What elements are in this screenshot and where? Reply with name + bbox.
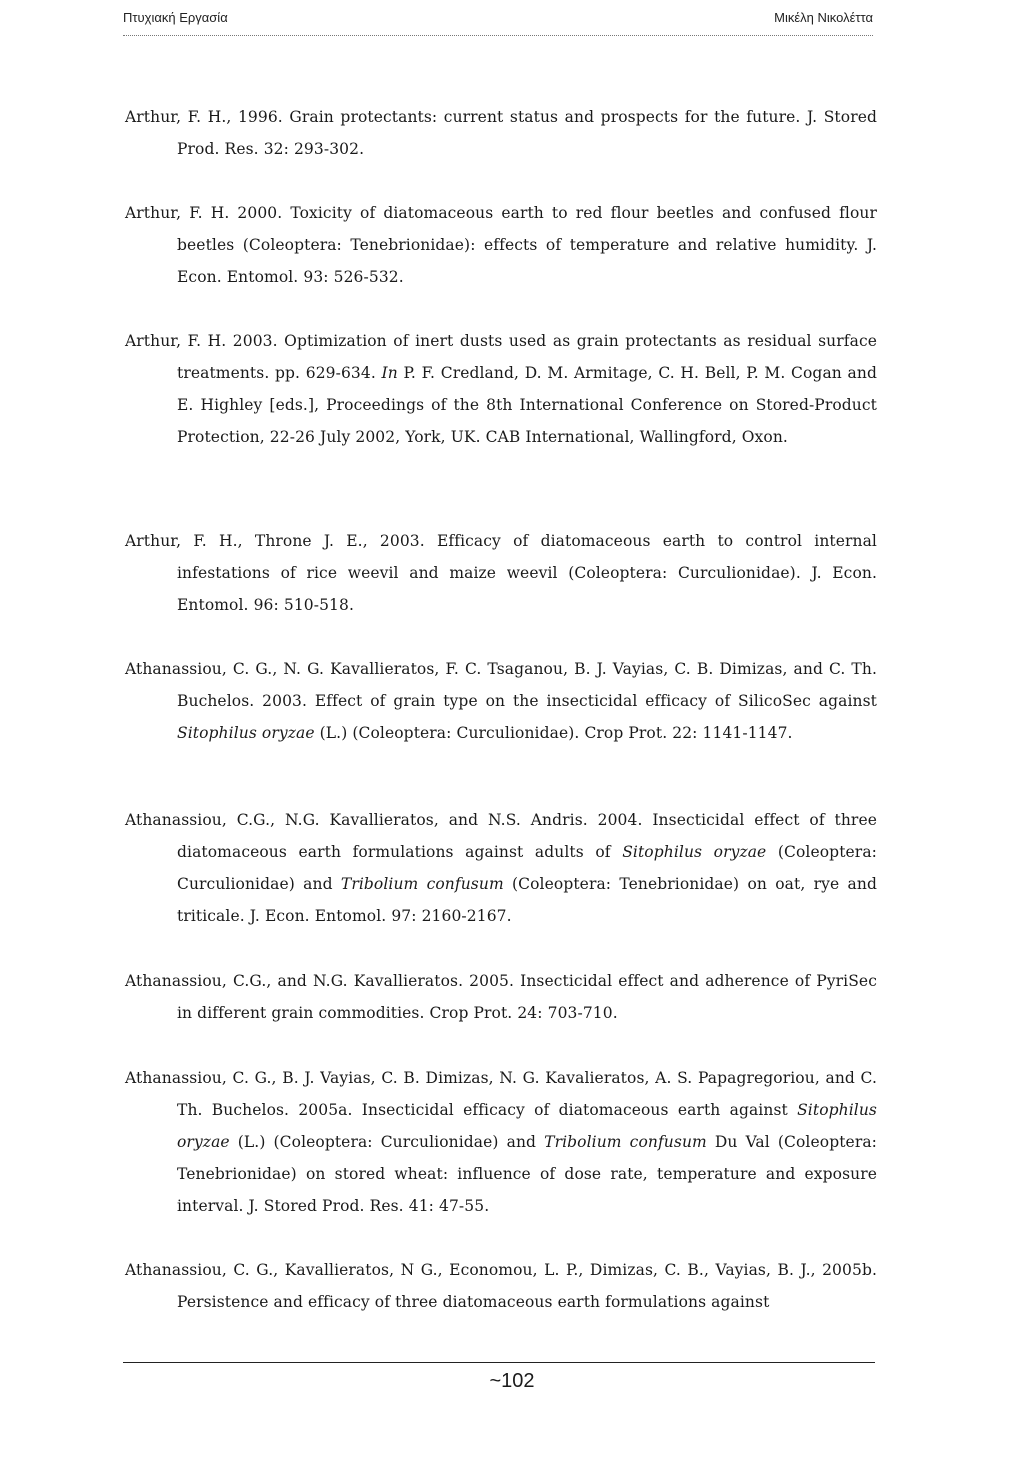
reference-species-name: Tribolium confusum: [340, 875, 504, 893]
reference-entry: [125, 197, 877, 293]
reference-text: P. F. Credland, D. M. Armitage, C. H. Bell, P. M. Cogan and E. Highley [eds.], Proceedings of the 8th International Conference on Stored-Product Protection, 22-26 July 2002, York, UK. CAB International, Wallingford, Oxon.: [177, 364, 877, 446]
reference-text: Athanassiou, C.G., and N.G. Kavallieratos. 2005. Insecticidal effect and adherence of PyriSec in different grain commodities. Crop Prot. 24: 703-710.: [125, 972, 877, 1022]
reference-entry: [125, 525, 877, 621]
page-number: ~102: [489, 1370, 535, 1392]
reference-text: Arthur, F. H., 1996. Grain protectants: current status and prospects for the future. J. Stored Prod. Res. 32: 293-302.: [125, 108, 877, 158]
reference-text: (Coleoptera: Curculionidae) and: [177, 843, 877, 893]
reference-text: Athanassiou, C.G., N.G. Kavallieratos, and N.S. Andris. 2004. Insecticidal effect of three diatomaceous earth formulations against adults of: [125, 811, 877, 861]
reference-text: Arthur, F. H. 2003. Optimization of inert dusts used as grain protectants as residual surface treatments. pp. 629-634.: [125, 332, 877, 382]
reference-entry: [125, 965, 877, 1029]
reference-species-name: Tribolium confusum: [544, 1133, 707, 1151]
reference-text: (L.) (Coleoptera: Curculionidae) and: [229, 1133, 545, 1151]
reference-entry: [125, 101, 877, 165]
reference-species-name: Sitophilus oryzae: [622, 843, 767, 861]
header-author-name: Μικέλη Νικολέττα: [774, 10, 873, 25]
header-divider: [123, 35, 873, 36]
reference-entry: [125, 1254, 877, 1318]
header-thesis-label: Πτυχιακή Εργασία: [123, 10, 228, 25]
reference-entry: [125, 1062, 877, 1222]
reference-text: Athanassiou, C. G., B. J. Vayias, C. B. Dimizas, N. G. Kavalieratos, A. S. Papagregoriou, and C. Th. Buchelos. 2005a. Insecticidal efficacy of diatomaceous earth against: [125, 1069, 877, 1119]
reference-text: Athanassiou, C. G., N. G. Kavallieratos, F. C. Tsaganou, B. J. Vayias, C. B. Dimizas, and C. Th. Buchelos. 2003. Effect of grain type on the insecticidal efficacy of SilicoSec against: [125, 660, 877, 710]
page-header: [123, 10, 873, 32]
reference-text: Athanassiou, C. G., Kavallieratos, N G., Economou, L. P., Dimizas, C. B., Vayias, B. J., 2005b. Persistence and efficacy of three diatomaceous earth formulations against: [125, 1261, 877, 1311]
reference-species-name: Sitophilus oryzae: [177, 724, 315, 742]
reference-text: (Coleoptera: Tenebrionidae) on oat, rye and triticale. J. Econ. Entomol. 97: 2160-2167.: [177, 875, 877, 925]
reference-text: (L.) (Coleoptera: Curculionidae). Crop Prot. 22: 1141-1147.: [314, 724, 793, 742]
reference-text: Arthur, F. H. 2000. Toxicity of diatomaceous earth to red flour beetles and confused flour beetles (Coleoptera: Tenebrionidae): effects of temperature and relative humidity. J. Econ. Entomol. 93: 526-532.: [125, 204, 877, 286]
reference-text: Du Val (Coleoptera: Tenebrionidae) on stored wheat: influence of dose rate, temperature and exposure interval. J. Stored Prod. Res. 41: 47-55.: [177, 1133, 877, 1215]
reference-text: Arthur, F. H., Throne J. E., 2003. Efficacy of diatomaceous earth to control internal infestations of rice weevil and maize weevil (Coleoptera: Curculionidae). J. Econ. Entomol. 96: 510-518.: [125, 532, 877, 614]
reference-species-name: Sitophilus oryzae: [177, 1101, 877, 1151]
reference-entry: [125, 804, 877, 932]
footer-divider: [123, 1362, 875, 1363]
reference-species-name: In: [381, 364, 398, 382]
reference-entry: [125, 325, 877, 453]
reference-entry: [125, 653, 877, 749]
